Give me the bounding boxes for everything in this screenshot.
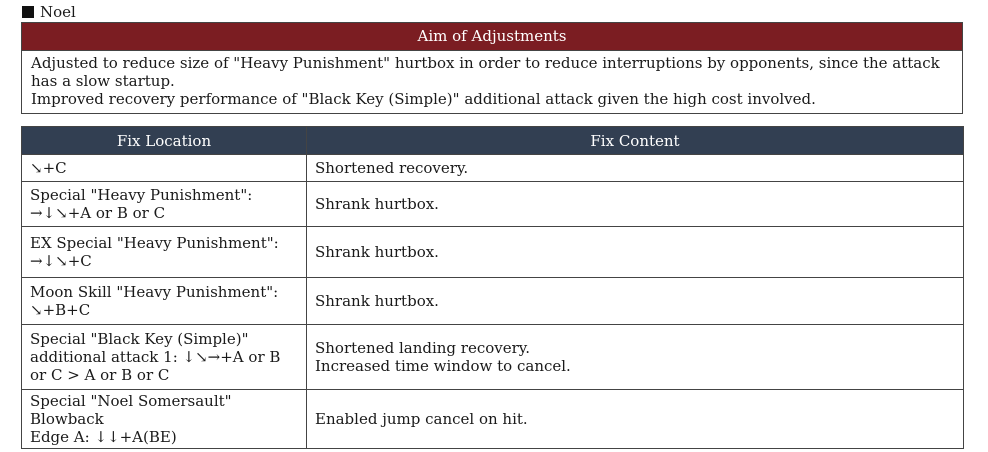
fix-content-cell: Shrank hurtbox.: [307, 182, 964, 227]
aim-line: Improved recovery performance of "Black Key (Simple)" additional attack given the high cost involved.: [31, 90, 816, 108]
fix-content-cell: Shrank hurtbox.: [307, 278, 964, 325]
aim-of-adjustments-box: [21, 22, 963, 114]
section-heading: [22, 2, 76, 22]
fix-content-cell: Shrank hurtbox.: [307, 227, 964, 278]
fix-content-cell: Enabled jump cancel on hit.: [307, 390, 964, 449]
fix-location-cell: ↘+C: [22, 155, 307, 182]
aim-line: Adjusted to reduce size of "Heavy Punishment" hurtbox in order to reduce interruptions by opponents, since the attack has a slow startup.: [31, 54, 940, 90]
fix-location-cell: Moon Skill "Heavy Punishment": ↘+B+C: [22, 278, 307, 325]
section-title: Noel: [40, 3, 76, 21]
fix-table: [21, 126, 964, 449]
table-row: [22, 227, 964, 278]
table-row: [22, 155, 964, 182]
column-header-fix-location: Fix Location: [22, 127, 307, 155]
table-header-row: [22, 127, 964, 155]
fix-location-cell: EX Special "Heavy Punishment": →↓↘+C: [22, 227, 307, 278]
fix-location-cell: Special "Noel Somersault" Blowback Edge A: ↓↓+A(BE): [22, 390, 307, 449]
aim-body: [22, 51, 962, 108]
fix-location-cell: Special "Heavy Punishment": →↓↘+A or B or C: [22, 182, 307, 227]
table-row: [22, 278, 964, 325]
fix-content-cell: Shortened recovery.: [307, 155, 964, 182]
fix-content-cell: Shortened landing recovery. Increased time window to cancel.: [307, 325, 964, 390]
fix-location-cell: Special "Black Key (Simple)" additional attack 1: ↓↘→+A or B or C > A or B or C: [22, 325, 307, 390]
aim-header: Aim of Adjustments: [22, 23, 962, 51]
column-header-fix-content: Fix Content: [307, 127, 964, 155]
table-row: [22, 325, 964, 390]
table-row: [22, 390, 964, 449]
square-bullet-icon: [22, 6, 34, 18]
table-row: [22, 182, 964, 227]
